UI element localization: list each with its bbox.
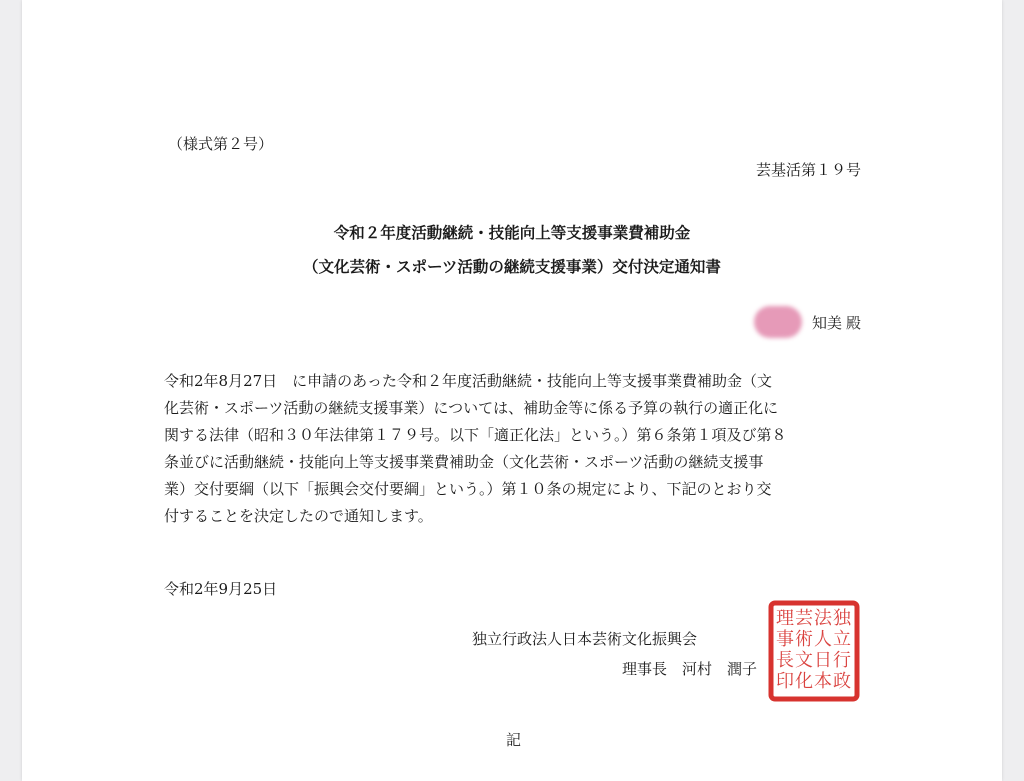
body-paragraph	[164, 368, 864, 530]
body-line: 化芸術・スポーツ活動の継続支援事業）については、補助金等に係る予算の執行の適正化に	[164, 399, 779, 417]
svg-text:芸: 芸	[795, 608, 813, 629]
svg-text:日: 日	[814, 650, 832, 671]
body-line: 令和2年8月27日 に申請のあった令和２年度活動継続・技能向上等支援事業費補助金（文	[164, 372, 773, 390]
svg-text:法: 法	[814, 608, 832, 629]
redacted-surname	[754, 306, 802, 338]
document-title-line1: 令和２年度活動継続・技能向上等支援事業費補助金	[333, 223, 691, 242]
svg-text:印: 印	[776, 671, 794, 692]
document-title-line2: （文化芸術・スポーツ活動の継続支援事業）交付決定通知書	[303, 257, 721, 276]
svg-text:行: 行	[833, 650, 851, 671]
addressee-honorific: 殿	[845, 313, 861, 332]
addressee-name: 知美	[811, 313, 842, 332]
svg-text:文: 文	[795, 650, 813, 671]
svg-text:政: 政	[833, 671, 851, 692]
document-page	[22, 0, 1002, 781]
body-line: 業）交付要綱（以下「振興会交付要綱」という。）第１０条の規定により、下記のとおり交	[164, 480, 772, 498]
svg-text:術: 術	[795, 629, 813, 650]
body-line: 条並びに活動継続・技能向上等支援事業費補助金（文化芸術・スポーツ活動の継続支援事	[164, 453, 764, 471]
svg-text:化: 化	[795, 671, 813, 692]
note-heading: 記	[506, 731, 522, 749]
issuer-organization: 独立行政法人日本芸術文化振興会	[472, 630, 698, 648]
body-line: 付することを決定したので通知します。	[164, 507, 433, 525]
svg-text:長: 長	[776, 650, 794, 671]
official-seal-icon	[768, 600, 860, 702]
svg-text:立: 立	[833, 629, 851, 650]
svg-text:理: 理	[776, 608, 794, 629]
svg-text:事: 事	[776, 629, 794, 650]
form-number: （様式第２号）	[168, 135, 274, 153]
svg-text:独: 独	[833, 608, 851, 629]
body-line: 関する法律（昭和３０年法律第１７９号。以下「適正化法」という。）第６条第１項及び第８	[164, 426, 787, 444]
issue-date: 令和2年9月25日	[164, 580, 278, 598]
issuer-representative: 理事長 河村 潤子	[622, 660, 758, 678]
document-number: 芸基活第１９号	[755, 161, 861, 179]
svg-text:本: 本	[814, 671, 832, 692]
addressee	[754, 304, 861, 340]
svg-text:人: 人	[814, 629, 832, 650]
